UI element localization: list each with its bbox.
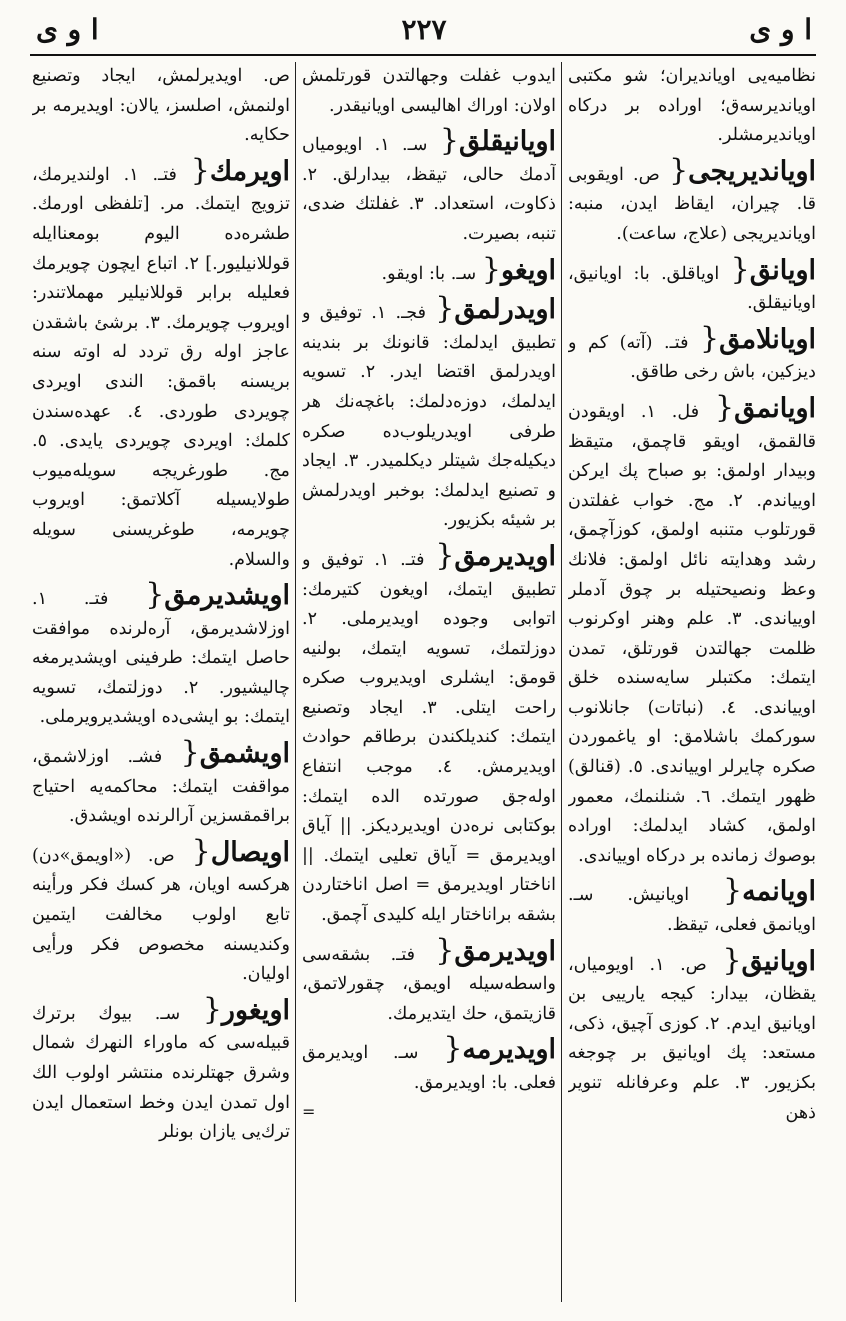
brace-mark: { (435, 537, 455, 573)
entry-headword: اويانق (749, 254, 816, 286)
entry-definition: سـ. اويديرمق فعلى. با: اويديرمق. (302, 1043, 556, 1093)
dictionary-entry (32, 62, 290, 151)
dictionary-entry (568, 389, 816, 872)
dictionary-entry (302, 1031, 556, 1098)
left-running-head: ا و ى (36, 12, 99, 46)
entry-definition: سـ. با: اويقو. (381, 263, 477, 284)
dictionary-entry (32, 991, 290, 1148)
entry-definition: اويانيش. سـ. اويانمق فعلى، تيقظ. (568, 885, 816, 936)
brace-mark: { (190, 152, 210, 188)
entry-headword: اويصال (210, 836, 290, 868)
dictionary-entry (302, 123, 556, 249)
entry-headword: اويديرمق (454, 935, 556, 967)
brace-mark: { (723, 873, 743, 909)
dictionary-entry (32, 735, 290, 832)
brace-mark: { (191, 833, 211, 869)
column-middle (302, 62, 556, 1308)
column-right (568, 62, 816, 1308)
dictionary-entry (568, 942, 816, 1129)
dictionary-entry (302, 251, 556, 290)
brace-mark: { (722, 942, 742, 978)
entry-headword: اويانيق (741, 945, 816, 977)
entry-definition: ص. ١. اويومياں، يقظان، بيدار: كيجه يارييى بن اويانيق ايدم. ٢. كوزى آچيق، ذكى، مستعد: پك اويانيق بر چوجغه بكزيور. ٣. علم وعرفانله تنوير ذهن (568, 954, 816, 1123)
entry-headword: اويديرمه (462, 1034, 556, 1066)
header-rule (30, 54, 816, 56)
entry-headword: اويشديرمق (164, 580, 290, 612)
brace-mark: { (435, 291, 455, 327)
dictionary-entry (568, 320, 816, 388)
entry-headword: اويغور (221, 994, 290, 1026)
entry-headword: اويغو (500, 254, 556, 286)
entry-headword: اويانديريجى (688, 155, 816, 187)
dictionary-entry (32, 577, 290, 733)
brace-mark: { (730, 251, 750, 287)
entry-definition: نظاميه‌يى اويانديران؛ شو مكتبى اويانديرسه‌ق؛ اوراده بر دركاه اويانديرمشلر. (568, 66, 816, 146)
column-divider (295, 62, 296, 1302)
dictionary-entry (32, 833, 290, 990)
entry-headword: اويانلامق (719, 323, 816, 355)
entry-headword: اويديرمق (454, 540, 556, 572)
entry-definition: فتـ. بشقه‌سى واسطه‌سيله اويمق، چقورلاتمق، قازيتمق، حك ايتديرمك. (302, 944, 556, 1024)
dictionary-entry (568, 873, 816, 940)
entry-headword: اويانمه (742, 876, 816, 908)
dictionary-entry (32, 152, 290, 575)
column-divider (561, 62, 562, 1302)
brace-mark: { (481, 251, 501, 287)
entry-definition: سـ. ١. اويومياں آدمك حالى، تيقظ، بيدارلق. ٢. ذكاوت، استعداد. ٣. غفلتك ضدى، تنبه، بصيرت. (302, 135, 556, 244)
brace-mark: { (145, 577, 165, 613)
entry-definition: فتـ. (آته) كم و ديزكين، باش رخى طاقق. (568, 332, 816, 383)
entry-headword: اويانمق (734, 392, 816, 424)
brace-mark: { (443, 1031, 463, 1067)
entry-headword: اويرمك (209, 155, 290, 187)
entry-definition: فتـ. ١. اولنديرمك، تزويج ايتمك. مر. [تلفظى اورمك. طشره‌ده اليوم بومعناايله قوللانيليور.] ٢. اتباع ايچون چويرمك فعليله برابر قوللانيلير مهملاتندر: اويروب چويرمك. ٣. برشئ باشقدن عاجز اوله رق تردد له اوته سنه بريسنه باقمق: الندى اويردى چويردى طوردى. ٤. عهده‌سندن كلمك: اويردى چويردى يايدى. ٥. مج. طورغريجه سويله‌ميوب طولايسيله آكلاتمق: اويروب چويرمه، طوغريسنى سويله والسلام. (32, 164, 290, 570)
entry-definition: ص. («اويمق»دن) هركسه اويان، هر كسك فكر ورأينه تابع اولوب مخالفت ايتمين وكنديسنه مخصوص فكر ورأيى اوليان. (32, 845, 290, 985)
dictionary-entry (568, 251, 816, 319)
entry-definition: فجـ. ١. توفيق و تطبيق ايدلمك: قانونك بر بندينه اويدرلمق اقتضا ايدر. ٢. تسويه ايدلمك، دوزه‌دلمك: باغچه‌نك هر طرفى اويدريلوب‌ده صكره ديكيله‌جك شيتلر ديكلميدر. ٣. ايجاد و تصنيع ايدلمك: بوخبر اويدرلمش بر شيئه بكزيور. (302, 303, 556, 531)
entry-definition: فل. ١. اويقودن قالقمق، اويقو قاچمق، متيقظ وبيدار اولمق: بو صباح پك ايركن اويياندم. ٢. مج. خواب غفلتدن قورتلوب متنبه اولمق، كوزآچمق، رشد وهدايته نائل اولمق: فلانك وعظ ونصيحتيله بر چوق آدملر اويياندى. ٣. علم وهنر اوكرنوب ظلمت جهالتدن قورتلق، تمدن ايتمك: مكتبلر سايه‌سنده خلق اويياندى. ٤. (نباتات) جانلانوب سوركمك باشلامق: او ياغموردن صكره چايرلر اويياندى. ٥. (قنالق) ظهور ايتمك. ٦. شنلنمك، معمور اولمق، كشاد ايدلمك: اوراده بوصوك زمانده بر دركاه اويياندى. (568, 401, 816, 866)
brace-mark: { (669, 152, 689, 188)
entry-headword: اويدرلمق (454, 294, 556, 326)
column-left (32, 62, 290, 1308)
right-running-head: ا و ى (749, 12, 812, 46)
entry-headword: اويانيقلق (458, 126, 556, 158)
dictionary-entry (302, 932, 556, 1030)
brace-mark: { (700, 320, 720, 356)
entry-definition: اوياقلق. با: اويانيق، اويانيقلق. (568, 263, 816, 314)
entry-definition: ايدوب غفلت وجهالتدن قورتلمش اولان: اوراك اهاليسى اويانيقدر. (302, 66, 556, 116)
brace-mark: { (435, 932, 455, 968)
dictionary-entry (302, 537, 556, 931)
entry-definition: فتـ. ١. اوزلاشديرمق، آره‌لرنده موافقت حاصل ايتمك: طرفينى اويشديرمغه چاليشيور. ٢. دوزلتمك، تسويه ايتمك: بو ايشى‌ده اويشديرويرملى. (32, 589, 290, 728)
dictionary-entry (568, 62, 816, 151)
brace-mark: { (714, 389, 735, 425)
end-mark: = (302, 1101, 316, 1121)
entry-headword: اويشمق (199, 738, 290, 770)
entry-definition: ص. اويديرلمش، ايجاد وتصنيع اولنمش، اصلسز، يالان: اويديرمه بر حكايه. (32, 66, 290, 146)
page-header (36, 6, 812, 52)
dictionary-entry (302, 62, 556, 121)
dictionary-entry (568, 152, 816, 250)
entry-definition: فتـ. ١. توفيق و تطبيق ايتمك، اويغون كتيرمك: اتوابى وجوده اويديرملى. ٢. دوزلتمك، تسويه ايتمك، بولنيه قومق: ايشلرى اويديروب صكره راحت ايتلى. ٣. ايجاد وتصنيع ايتمك: كنديلكندن برطاقم حوادث اويديرمش. ٤. موجب انتفاع اوله‌جق صورتده الده ايتمك: بوكتابى نره‌دن اويديرديكز. || آياق اويديرمق = آياق تعليى ايتمك. || اناختار اويديرمق = اصل اناختاردن بشقه براناختار ايله كليدى آچمق. (302, 549, 556, 926)
page-number: ۲۲۷ (401, 12, 447, 46)
brace-mark: { (180, 735, 200, 771)
entry-definition: ص. اويقوبى قا. چيران، ايقاظ ايدن، منبه: اويانديريجى (علاج، ساعت). (568, 164, 816, 244)
dictionary-entry (302, 291, 556, 536)
brace-mark: { (439, 123, 459, 159)
entry-definition: فشـ. اوزلاشمق، مواقفت ايتمك: محاكمه‌يه احتياج براقمقسزين آرالرنده اويشدق. (32, 747, 290, 827)
entry-definition: سـ. بيوك برترك قبيله‌سى كه ماوراء النهرك شمال وشرق جهتلرنده منتشر اولوب الك اول تمدن ايدن وخط استعمال ايدن ترك‌يى يازان بونلر (32, 1003, 290, 1143)
brace-mark: { (202, 991, 222, 1027)
